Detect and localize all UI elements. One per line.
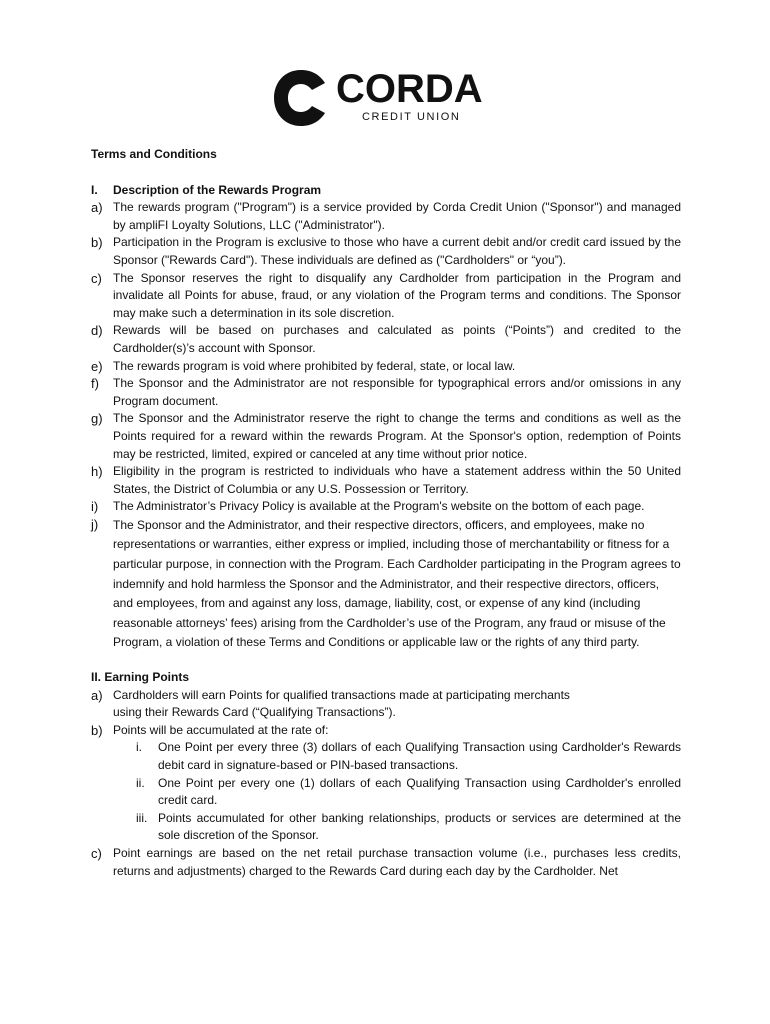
list-item <box>91 516 681 653</box>
sub-list-marker: i. <box>136 740 142 755</box>
logo-subtitle: CREDIT UNION <box>362 111 461 123</box>
list-item <box>91 270 681 323</box>
list-marker: b) <box>91 235 103 251</box>
sub-list-marker: iii. <box>136 810 148 825</box>
list-text: Rewards will be based on purchases and calculated as points (“Points”) and credited to the Cardholder(s)’s account with Sponsor. <box>113 323 681 355</box>
list-item <box>91 358 681 376</box>
list-item <box>91 410 681 463</box>
section-1-heading <box>91 182 681 200</box>
section-2-heading: II. Earning Points <box>91 670 190 685</box>
list-text: The Sponsor and the Administrator reserve the right to change the terms and conditions as well as the Points required for a reward within the rewards Program. At the Sponsor's option, redemption of Points may be restricted, limited, expired or canceled at any time without prior notice. <box>113 411 681 461</box>
list-item <box>91 199 681 234</box>
sub-list-text: One Point per every one (1) dollars of each Qualifying Transaction using Cardholder's enrolled credit card. <box>158 775 681 808</box>
list-text: The Sponsor and the Administrator are not responsible for typographical errors and/or omissions in any Program document. <box>113 376 681 408</box>
list-marker: c) <box>91 845 102 861</box>
list-marker: i) <box>91 499 99 515</box>
sub-list-text: Points accumulated for other banking relationships, products or services are determined at the sole discretion of the Sponsor. <box>158 810 681 843</box>
list-marker: a) <box>91 200 103 216</box>
section-1-title: Description of the Rewards Program <box>113 182 322 197</box>
list-marker: d) <box>91 323 103 339</box>
section-1-number: I. <box>91 182 98 197</box>
list-marker: f) <box>91 376 99 392</box>
list-item <box>91 722 681 740</box>
list-marker: h) <box>91 464 103 480</box>
corda-logo <box>272 68 502 130</box>
sub-list-item <box>91 810 681 845</box>
section-1-list <box>91 199 681 653</box>
list-item <box>91 322 681 357</box>
document-body <box>91 146 681 880</box>
corda-logo-mark-icon <box>272 68 330 128</box>
sub-list-marker: ii. <box>136 775 145 790</box>
list-item <box>91 234 681 269</box>
list-marker: g) <box>91 411 103 427</box>
list-item <box>91 845 681 880</box>
sub-list-item <box>91 775 681 810</box>
section-2-list <box>91 687 681 881</box>
list-item <box>91 498 681 516</box>
list-item <box>91 375 681 410</box>
list-text: The rewards program ("Program") is a service provided by Corda Credit Union ("Sponsor") and managed by ampliFI Loyalty Solutions, LLC ("Administrator"). <box>113 200 681 232</box>
list-marker: c) <box>91 270 102 286</box>
document-title: Terms and Conditions <box>91 147 217 161</box>
list-text: Cardholders will earn Points for qualified transactions made at participating merchants using their Rewards Card (“Qualifying Transactions”). <box>113 687 570 720</box>
list-text: Participation in the Program is exclusive to those who have a current debit and/or credit card issued by the Sponsor ("Rewards Card"). These individuals are defined as ("Cardholders" or “you”). <box>113 235 681 267</box>
sub-list-text: One Point per every three (3) dollars of each Qualifying Transaction using Cardholder's Rewards debit card in signature-based or PIN-based transactions. <box>158 740 681 772</box>
list-text: The Sponsor reserves the right to disqualify any Cardholder from participation in the Program and invalidate all Points for abuse, fraud, or any violation of the Program terms and conditions. The Sponsor may make such a determination in its sole discretion. <box>113 270 681 320</box>
list-text: The rewards program is void where prohibited by federal, state, or local law. <box>113 358 516 373</box>
logo-wordmark: CORDA <box>336 67 483 111</box>
list-marker: b) <box>91 722 103 738</box>
list-text: Points will be accumulated at the rate of: <box>113 722 329 737</box>
list-text: Point earnings are based on the net retail purchase transaction volume (i.e., purchases less credits, returns and adjustments) charged to the Rewards Card during each day by the Cardholder. Net <box>113 845 681 878</box>
list-marker: j) <box>91 516 99 532</box>
sub-list-item <box>91 739 681 774</box>
list-marker: a) <box>91 687 103 703</box>
list-text: Eligibility in the program is restricted to individuals who have a statement address within the 50 United States, the District of Columbia or any U.S. Possession or Territory. <box>113 464 681 496</box>
list-item <box>91 463 681 498</box>
list-marker: e) <box>91 358 103 374</box>
list-text: The Administrator’s Privacy Policy is available at the Program's website on the bottom of each page. <box>113 499 645 514</box>
list-item <box>91 687 681 722</box>
list-text: The Sponsor and the Administrator, and their respective directors, officers, and employees, make no representations or warranties, either express or implied, including those of merchantability or fitness for a particular purpose, in connection with the Program. Each Cardholder participating in the Program agrees to indemnify and hold harmless the Sponsor and the Administrator, and their respective directors, officers, and employees, from and against any loss, damage, liability, cost, or expense of any kind (including reasonable attorneys’ fees) arising from the Cardholder’s use of the Program, any fraud or misuse of the Program, a violation of these Terms and Conditions or applicable law or the rights of any third party. <box>113 517 681 650</box>
